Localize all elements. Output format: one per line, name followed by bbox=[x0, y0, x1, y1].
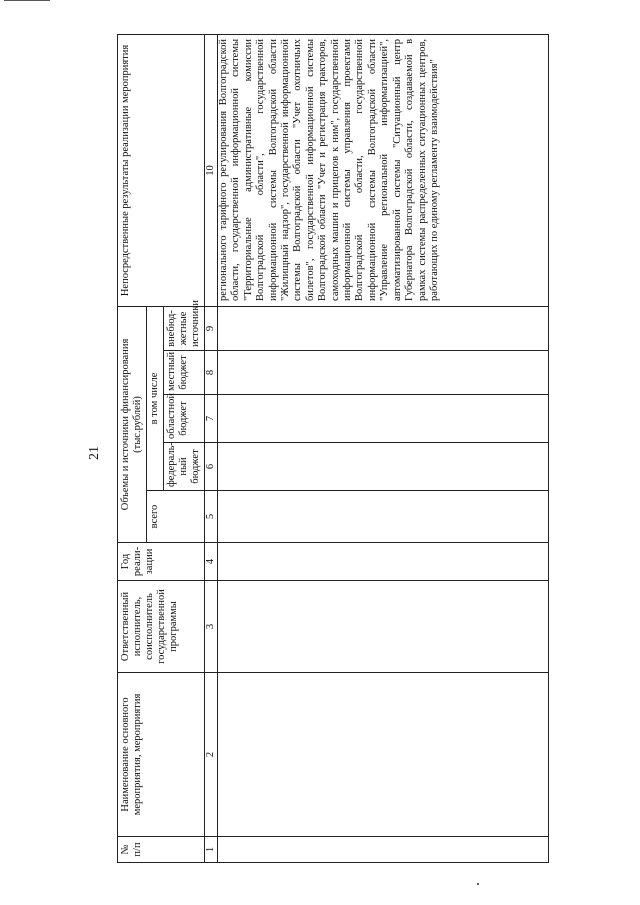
header-result: Непосредственные результаты реализации мероприятия bbox=[118, 34, 205, 306]
cell-regional bbox=[218, 395, 549, 443]
cell-num bbox=[218, 837, 549, 863]
cell-executor bbox=[218, 581, 549, 673]
column-number: 10 bbox=[205, 34, 218, 306]
cell-year bbox=[218, 543, 549, 581]
header-extra: внебюд-жетные источники bbox=[164, 306, 205, 350]
header-num: № п/п bbox=[118, 837, 205, 863]
header-year: Год реали-зации bbox=[118, 543, 205, 581]
page-number: 21 bbox=[87, 446, 102, 460]
header-executor: Ответственный исполнитель, соисполнитель государственной программы bbox=[118, 581, 205, 673]
header-local: местный бюджет bbox=[164, 351, 205, 395]
program-table bbox=[117, 34, 549, 863]
column-number: 1 bbox=[205, 837, 218, 863]
header-federal: федераль-ный бюджет bbox=[164, 443, 205, 491]
column-number: 3 bbox=[205, 581, 218, 673]
header-row-1 bbox=[118, 34, 147, 862]
header-regional: областной бюджет bbox=[164, 395, 205, 443]
column-number: 6 bbox=[205, 443, 218, 491]
scan-dot bbox=[477, 883, 479, 885]
cell-extra bbox=[218, 306, 549, 350]
column-number: 7 bbox=[205, 395, 218, 443]
result-text: регионального тарифного регулирования Волгоградской области, государственной информационной системы "Территориальные административные комиссии Волгоградской области", государственной информационной системы Волгоградской области "Жилищный надзор", государственной информационной системы Волгоградской области "Учет охотничьих билетов", государственной информационной системы Волгоградской области "Учет и регистрация тракторов, самоходных машин и прицепов к ним", государственной информационной системы управления проектами Волгоградской области, государственной информационной системы Волгоградской области "Управление региональной информатизацией", автоматизированной системы "Ситуационный центр Губернатора Волгоградской области, создаваемой в рамках системы распределенных ситуационных центров, работающих по единому регламенту взаимодействия" bbox=[218, 34, 549, 306]
cell-name bbox=[218, 673, 549, 837]
column-number: 5 bbox=[205, 491, 218, 543]
table-row bbox=[218, 34, 549, 862]
column-number: 9 bbox=[205, 306, 218, 350]
header-including: в том числе bbox=[147, 306, 164, 490]
cell-local bbox=[218, 351, 549, 395]
column-number-row bbox=[205, 34, 218, 862]
column-number: 4 bbox=[205, 543, 218, 581]
column-number: 8 bbox=[205, 351, 218, 395]
column-number: 2 bbox=[205, 673, 218, 837]
header-funding: Объемы и источники финансирования (тыс.рублей) bbox=[118, 306, 147, 542]
header-total: всего bbox=[147, 491, 205, 543]
header-name: Наименование основного мероприятия, мероприятия bbox=[118, 673, 205, 837]
cell-federal bbox=[218, 443, 549, 491]
top-rule bbox=[4, 0, 50, 1]
rotated-page bbox=[85, 13, 555, 893]
cell-total bbox=[218, 491, 549, 543]
